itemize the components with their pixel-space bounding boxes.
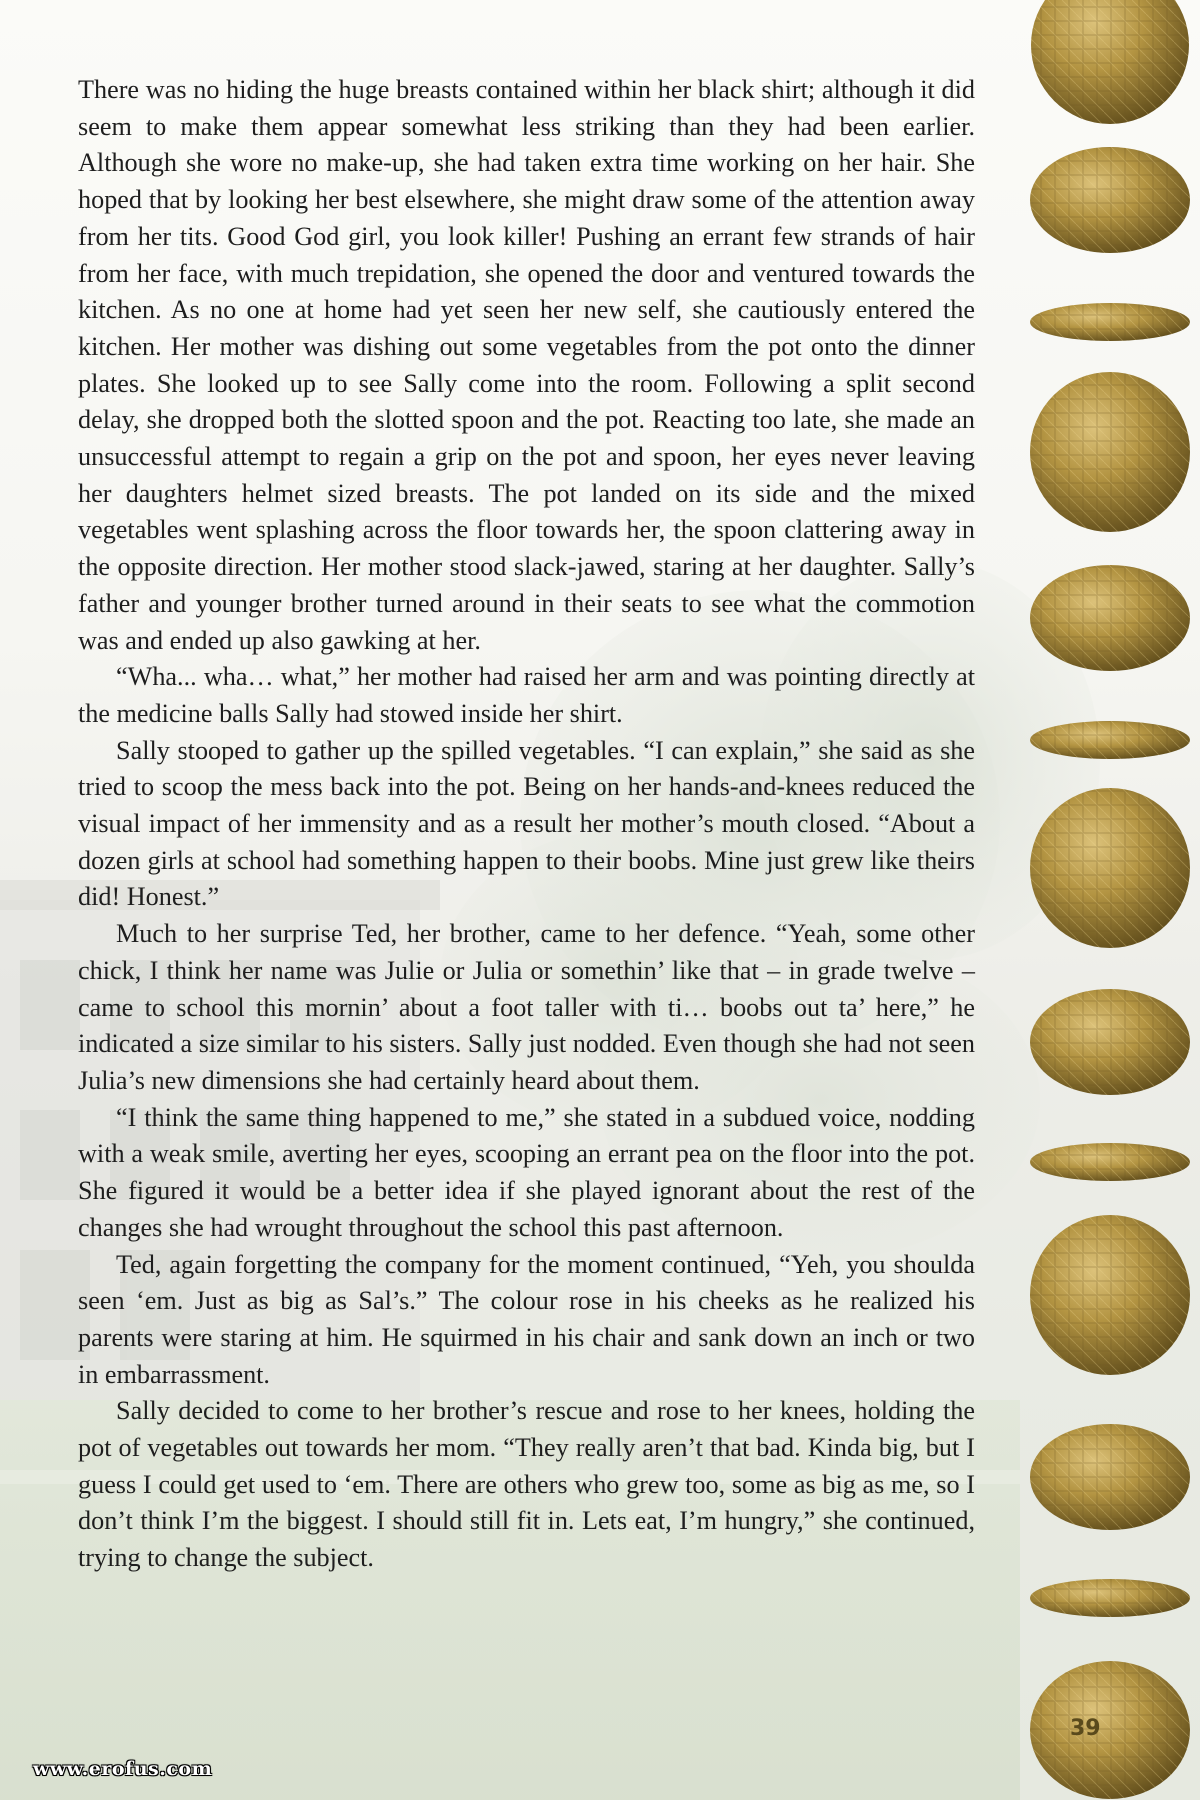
gold-coin-icon bbox=[1030, 565, 1190, 671]
paragraph: “I think the same thing happened to me,” she stated in a subdued voice, nodding with a weak smile, averting her eyes, scooping an errant pea on the floor into the pot. She figured it would be a better idea if she played ignorant about the rest of the changes she had wrought throughout the school this past afternoon. bbox=[78, 1102, 975, 1242]
paragraph: Much to her surprise Ted, her brother, came to her defence. “Yeah, some other chick, I think her name was Julie or Julia or somethin’ like that – in grade twelve – came to school this mornin’ about a foot taller with ti… boobs out ta’ here,” he indicated a size similar to his sisters. Sally just nodded. Even though she had not seen Julia’s new dimensions she had certainly heard about them. bbox=[78, 919, 975, 1095]
gold-coin-icon bbox=[1030, 147, 1190, 253]
gold-coin-icon bbox=[1030, 788, 1190, 948]
story-text bbox=[78, 72, 975, 1577]
gold-coin-icon bbox=[1030, 1579, 1190, 1617]
paragraph: Sally decided to come to her brother’s rescue and rose to her knees, holding the pot of vegetables out towards her mom. “They really aren’t that bad. Kinda big, but I guess I could get used to ‘em. There are others who grew too, some as big as me, so I don’t think I’m the biggest. I should still fit in. Lets eat, I’m hungry,” she continued, trying to change the subject. bbox=[78, 1396, 975, 1573]
gold-coin-icon bbox=[1030, 1424, 1190, 1530]
gold-coin-icon bbox=[1030, 989, 1190, 1095]
page-number: 39 bbox=[1070, 1716, 1101, 1741]
watermark: www.erofus.com bbox=[33, 1758, 213, 1780]
paragraph: Sally stooped to gather up the spilled vegetables. “I can explain,” she said as she tried to scoop the mess back into the pot. Being on her hands-and-knees reduced the visual impact of her immensity and as a result her mother’s mouth closed. “About a dozen girls at school had something happen to their boobs. Mine just grew like theirs did! Honest.” bbox=[78, 735, 975, 912]
paragraph: “Wha... wha… what,” her mother had raised her arm and was pointing directly at the medicine balls Sally had stowed inside her shirt. bbox=[78, 662, 975, 728]
gold-coin-icon bbox=[1030, 1661, 1190, 1799]
gold-coin-icon bbox=[1030, 721, 1190, 759]
gold-coin-icon bbox=[1030, 1143, 1190, 1181]
gold-coin-icon bbox=[1030, 1215, 1190, 1375]
paragraph: Ted, again forgetting the company for the moment continued, “Yeh, you shoulda seen ‘em. Just as big as Sal’s.” The colour rose in his cheeks as he realized his parents were staring at him. He squirmed in his chair and sank down an inch or two in embarrassment. bbox=[78, 1249, 975, 1389]
paragraph: There was no hiding the huge breasts contained within her black shirt; although it did seem to make them appear somewhat less striking than they had been earlier. Although she wore no make-up, she had taken extra time working on her hair. She hoped that by looking her best elsewhere, she might draw some of the attention away from her tits. Good God girl, you look killer! Pushing an errant few strands of hair from her face, with much trepidation, she opened the door and ventured towards the kitchen. As no one at home had yet seen her new self, she cautiously entered the kitchen. Her mother was dishing out some vegetables from the pot onto the dinner plates. She looked up to see Sally come into the room. Following a split second delay, she dropped both the slotted spoon and the pot. Reacting too late, she made an unsuccessful attempt to regain a grip on the pot and spoon, her eyes never leaving her daughters helmet sized breasts. The pot landed on its side and the mixed vegetables went splashing across the floor towards her, the spoon clattering away in the opposite direction. Her mother stood slack-jawed, staring at her daughter. Sally’s father and younger brother turned around in their seats to see what the commotion was and ended up also gawking at her. bbox=[78, 75, 975, 655]
gold-coin-icon bbox=[1031, 0, 1189, 124]
gold-coin-icon bbox=[1030, 372, 1190, 532]
gold-coin-icon bbox=[1030, 303, 1190, 341]
coin-border bbox=[1020, 0, 1200, 1800]
